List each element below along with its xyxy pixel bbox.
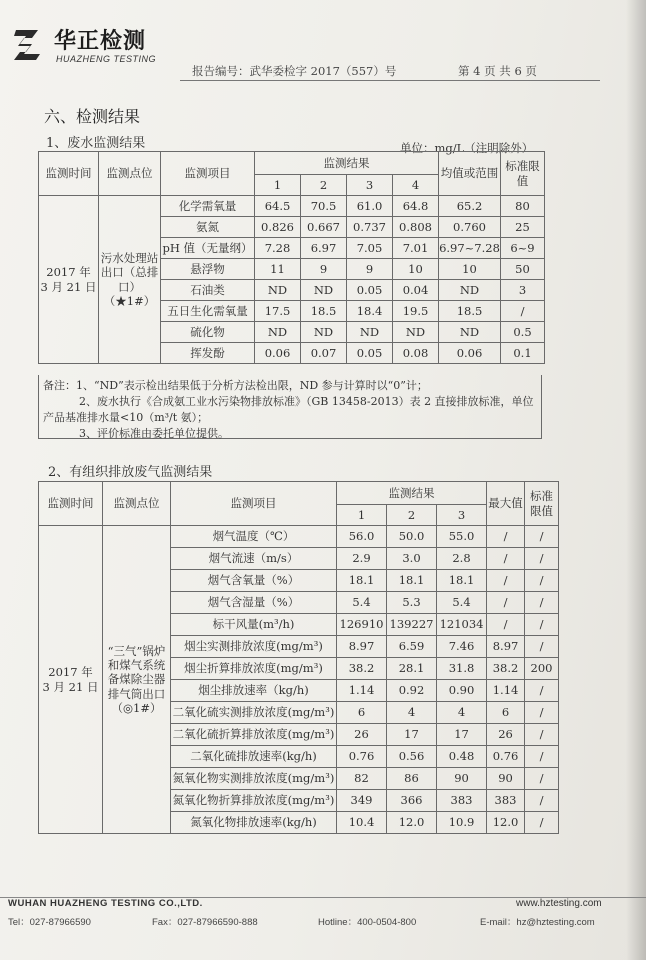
value-cell: 0.90: [437, 680, 487, 702]
max-cell: 38.2: [487, 658, 525, 680]
note-line: 3、评价标准由委托单位提供。: [79, 426, 229, 440]
limit-cell: /: [525, 570, 559, 592]
sample-time: 2017 年 3 月 21 日: [39, 196, 99, 364]
value-cell: 9: [301, 259, 347, 280]
value-cell: 17.5: [255, 301, 301, 322]
item-cell: 烟气含湿量（%）: [171, 592, 337, 614]
company-logo: [12, 24, 172, 74]
value-cell: 7.01: [393, 238, 439, 259]
average-cell: 65.2: [439, 196, 501, 217]
footer-fax: Fax：027-87966590-888: [152, 917, 258, 928]
value-cell: 7.05: [347, 238, 393, 259]
limit-cell: 200: [525, 658, 559, 680]
report-number: 报告编号：武华委检字 2017（557）号: [192, 64, 397, 78]
item-cell: 悬浮物: [161, 259, 255, 280]
average-cell: 0.760: [439, 217, 501, 238]
note-line: 产品基准排水量<10（m³/t 氨）；: [43, 410, 209, 424]
value-cell: 121034: [437, 614, 487, 636]
limit-cell: /: [525, 548, 559, 570]
header-point: 监测点位: [99, 152, 161, 196]
header-run-1: 1: [337, 505, 387, 526]
max-cell: /: [487, 570, 525, 592]
max-cell: 383: [487, 790, 525, 812]
value-cell: 139227: [387, 614, 437, 636]
limit-cell: /: [525, 636, 559, 658]
value-cell: 0.826: [255, 217, 301, 238]
logo-chinese-text: 华正检测: [54, 29, 147, 54]
header-time: 监测时间: [39, 152, 99, 196]
limit-cell: /: [525, 526, 559, 548]
value-cell: 0.48: [437, 746, 487, 768]
average-cell: 6.97~7.28: [439, 238, 501, 259]
value-cell: 6: [337, 702, 387, 724]
max-cell: 12.0: [487, 812, 525, 834]
value-cell: 2.9: [337, 548, 387, 570]
average-cell: ND: [439, 280, 501, 301]
page-edge-shadow: [626, 0, 646, 960]
item-cell: 硫化物: [161, 322, 255, 343]
exhaust-table: [38, 481, 559, 834]
value-cell: ND: [255, 280, 301, 301]
note-line: 备注：1、“ND”表示检出结果低于分析方法检出限，ND 参与计算时以“0”计；: [43, 379, 428, 392]
header-divider: [180, 80, 600, 81]
value-cell: 4: [387, 702, 437, 724]
average-cell: 10: [439, 259, 501, 280]
exhaust-subtitle: 2、有组织排放废气监测结果: [48, 465, 213, 480]
wastewater-subtitle: 1、废水监测结果: [46, 136, 146, 151]
value-cell: 1.14: [337, 680, 387, 702]
value-cell: 2.8: [437, 548, 487, 570]
average-cell: 18.5: [439, 301, 501, 322]
max-cell: /: [487, 614, 525, 636]
limit-cell: 0.5: [501, 322, 545, 343]
limit-cell: /: [525, 746, 559, 768]
value-cell: 8.97: [337, 636, 387, 658]
limit-cell: /: [525, 614, 559, 636]
header-average: 均值或范围: [439, 152, 501, 196]
value-cell: 18.1: [437, 570, 487, 592]
limit-cell: 50: [501, 259, 545, 280]
value-cell: 10.9: [437, 812, 487, 834]
item-cell: 氨氮: [161, 217, 255, 238]
item-cell: 标干风量(m³/h): [171, 614, 337, 636]
sample-point: “三气”锅炉和煤气系统备煤除尘器排气筒出口（◎1#）: [103, 526, 171, 834]
limit-cell: /: [525, 592, 559, 614]
max-cell: 26: [487, 724, 525, 746]
item-cell: 二氧化硫折算排放浓度(mg/m³): [171, 724, 337, 746]
value-cell: 31.8: [437, 658, 487, 680]
value-cell: 0.06: [255, 343, 301, 364]
header-results: 监测结果: [255, 152, 439, 175]
value-cell: 5.4: [337, 592, 387, 614]
value-cell: 70.5: [301, 196, 347, 217]
value-cell: 7.46: [437, 636, 487, 658]
value-cell: 61.0: [347, 196, 393, 217]
value-cell: 0.05: [347, 280, 393, 301]
value-cell: 7.28: [255, 238, 301, 259]
max-cell: 90: [487, 768, 525, 790]
table-row: [39, 526, 559, 548]
value-cell: 28.1: [387, 658, 437, 680]
item-cell: 二氧化硫排放速率(kg/h): [171, 746, 337, 768]
value-cell: ND: [255, 322, 301, 343]
item-cell: 烟尘排放速率（kg/h): [171, 680, 337, 702]
value-cell: 5.4: [437, 592, 487, 614]
item-cell: 化学需氧量: [161, 196, 255, 217]
value-cell: 50.0: [387, 526, 437, 548]
header-item: 监测项目: [171, 482, 337, 526]
limit-cell: 0.1: [501, 343, 545, 364]
header-run-4: 4: [393, 175, 439, 196]
footer-company: WUHAN HUAZHENG TESTING CO.,LTD.: [8, 898, 203, 909]
header-run-2: 2: [387, 505, 437, 526]
header-run-3: 3: [347, 175, 393, 196]
value-cell: 82: [337, 768, 387, 790]
value-cell: 10.4: [337, 812, 387, 834]
item-cell: 氮氧化物实测排放浓度(mg/m³): [171, 768, 337, 790]
item-cell: 石油类: [161, 280, 255, 301]
footer-tel: Tel：027-87966590: [8, 917, 91, 928]
item-cell: 烟气流速（m/s）: [171, 548, 337, 570]
item-cell: 挥发酚: [161, 343, 255, 364]
wastewater-notes: [38, 375, 542, 439]
value-cell: 383: [437, 790, 487, 812]
table-row: [39, 196, 545, 217]
section-title: 六、检测结果: [44, 107, 141, 126]
header-limit: 标准限值: [525, 482, 559, 526]
item-cell: 氮氧化物折算排放浓度(mg/m³): [171, 790, 337, 812]
value-cell: 0.07: [301, 343, 347, 364]
value-cell: 9: [347, 259, 393, 280]
wastewater-table: [38, 151, 545, 364]
value-cell: 18.4: [347, 301, 393, 322]
item-cell: 烟尘实测排放浓度(mg/m³): [171, 636, 337, 658]
limit-cell: /: [525, 680, 559, 702]
limit-cell: /: [525, 790, 559, 812]
value-cell: 0.76: [337, 746, 387, 768]
value-cell: 38.2: [337, 658, 387, 680]
header-run-2: 2: [301, 175, 347, 196]
value-cell: 18.1: [337, 570, 387, 592]
limit-cell: 25: [501, 217, 545, 238]
max-cell: 6: [487, 702, 525, 724]
item-cell: 二氧化硫实测排放浓度(mg/m³): [171, 702, 337, 724]
limit-cell: /: [525, 812, 559, 834]
value-cell: 0.08: [393, 343, 439, 364]
value-cell: 3.0: [387, 548, 437, 570]
item-cell: 烟尘折算排放浓度(mg/m³): [171, 658, 337, 680]
value-cell: 18.1: [387, 570, 437, 592]
header-results: 监测结果: [337, 482, 487, 505]
value-cell: 55.0: [437, 526, 487, 548]
value-cell: 18.5: [301, 301, 347, 322]
value-cell: 366: [387, 790, 437, 812]
value-cell: 5.3: [387, 592, 437, 614]
header-max: 最大值: [487, 482, 525, 526]
value-cell: ND: [301, 322, 347, 343]
item-cell: 氮氧化物排放速率(kg/h): [171, 812, 337, 834]
value-cell: 12.0: [387, 812, 437, 834]
logo-english-text: HUAZHENG TESTING: [56, 54, 157, 64]
footer-email: E-mail：hz@hztesting.com: [480, 917, 595, 928]
max-cell: /: [487, 592, 525, 614]
item-cell: 烟气温度（℃）: [171, 526, 337, 548]
value-cell: 126910: [337, 614, 387, 636]
value-cell: 0.737: [347, 217, 393, 238]
header-point: 监测点位: [103, 482, 171, 526]
wastewater-unit: 单位：mg/L（注明除外）: [400, 141, 534, 155]
value-cell: 26: [337, 724, 387, 746]
footer-hotline: Hotline：400-0504-800: [318, 917, 417, 928]
header-run-3: 3: [437, 505, 487, 526]
value-cell: 6.97: [301, 238, 347, 259]
limit-cell: 80: [501, 196, 545, 217]
sample-point: 污水处理站出口（总排口）（★1#）: [99, 196, 161, 364]
value-cell: 86: [387, 768, 437, 790]
value-cell: 90: [437, 768, 487, 790]
value-cell: 56.0: [337, 526, 387, 548]
value-cell: 0.04: [393, 280, 439, 301]
value-cell: 0.92: [387, 680, 437, 702]
value-cell: 11: [255, 259, 301, 280]
header-item: 监测项目: [161, 152, 255, 196]
value-cell: 64.5: [255, 196, 301, 217]
item-cell: pH 值（无量纲）: [161, 238, 255, 259]
limit-cell: 6~9: [501, 238, 545, 259]
max-cell: /: [487, 526, 525, 548]
limit-cell: 3: [501, 280, 545, 301]
max-cell: 0.76: [487, 746, 525, 768]
value-cell: 17: [387, 724, 437, 746]
limit-cell: /: [525, 702, 559, 724]
value-cell: ND: [393, 322, 439, 343]
average-cell: 0.06: [439, 343, 501, 364]
max-cell: /: [487, 548, 525, 570]
average-cell: ND: [439, 322, 501, 343]
value-cell: 0.667: [301, 217, 347, 238]
value-cell: 10: [393, 259, 439, 280]
value-cell: 17: [437, 724, 487, 746]
limit-cell: /: [525, 768, 559, 790]
value-cell: 4: [437, 702, 487, 724]
value-cell: 0.05: [347, 343, 393, 364]
value-cell: ND: [301, 280, 347, 301]
value-cell: 6.59: [387, 636, 437, 658]
note-line: 2、废水执行《合成氨工业水污染物排放标准》（GB 13458-2013）表 2 直接排放标准，单位: [79, 394, 534, 408]
logo-mark-icon: [12, 26, 44, 64]
max-cell: 1.14: [487, 680, 525, 702]
header-limit: 标准限值: [501, 152, 545, 196]
item-cell: 烟气含氧量（%）: [171, 570, 337, 592]
footer-website: www.hztesting.com: [516, 898, 602, 909]
item-cell: 五日生化需氧量: [161, 301, 255, 322]
value-cell: ND: [347, 322, 393, 343]
header-run-1: 1: [255, 175, 301, 196]
value-cell: 0.56: [387, 746, 437, 768]
header-time: 监测时间: [39, 482, 103, 526]
value-cell: 19.5: [393, 301, 439, 322]
value-cell: 349: [337, 790, 387, 812]
page-number: 第 4 页 共 6 页: [458, 64, 537, 78]
value-cell: 0.808: [393, 217, 439, 238]
max-cell: 8.97: [487, 636, 525, 658]
value-cell: 64.8: [393, 196, 439, 217]
limit-cell: /: [501, 301, 545, 322]
limit-cell: /: [525, 724, 559, 746]
sample-time: 2017 年 3 月 21 日: [39, 526, 103, 834]
